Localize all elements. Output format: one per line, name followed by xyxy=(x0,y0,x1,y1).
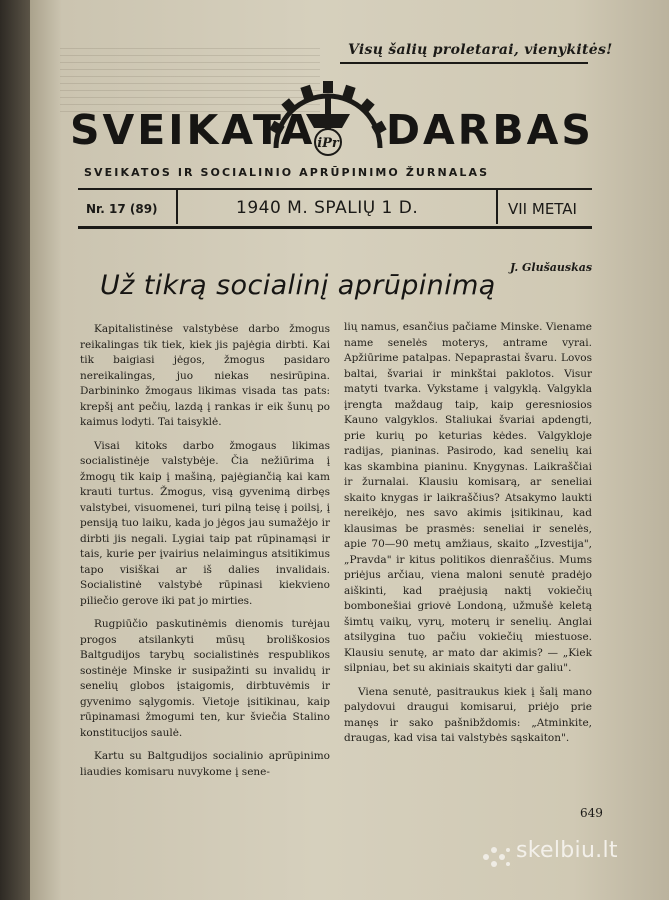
watermark-dots-icon xyxy=(482,844,512,870)
issue-number: Nr. 17 (89) xyxy=(86,202,158,216)
journal-subtitle: SVEIKATOS IR SOCIALINIO APRŪPINIMO ŽURNALAS xyxy=(84,166,490,179)
article-author: J. Glušauskas xyxy=(510,261,593,274)
header-top-rule xyxy=(78,188,592,190)
paragraph: Visai kitoks darbo žmogaus likimas socialistinėje valstybėje. Čia nežiūrima į žmogų tik kaip į mašiną, pajėgiančią kai kam krauti turtus. Žmogus, visą gyvenimą dirbęs valstybei, visuomenei, turi pilną teisę į poilsį, į pensiją tuo laiku, kada jo jėgos jau sumažėjo ir dirbti jis negali. Lygiai taip pat rūpinamąsi ir tais, kurie per įvairius nelaimingus atsitikimus tapo visiškai ar iš dalies invalidais. Socialistinė valstybė rūpinasi kiekvieno piliečio gerove iki pat jo mirties. xyxy=(80,439,330,607)
watermark-text: skelbiu.lt xyxy=(516,838,618,863)
article-column-left xyxy=(80,322,330,788)
volume-year: VII METAI xyxy=(508,200,577,218)
header-divider-1 xyxy=(176,190,178,224)
masthead-sveikata: SVEIKATA xyxy=(70,106,316,154)
paragraph: Kapitalistinėse valstybėse darbo žmogus reikalingas tik tiek, kiek jis pajėgia dirbti. Kai tik baigiasi jėgos, žmogus pasidaro nereikalingas, juo niekas nesirūpina. Darbininko žmogaus likimas visada tas pats: krepšį ant pečių, lazdą į rankas ir eik šunų po kaimus lodyti. Tai taisyklė. xyxy=(80,323,330,428)
motto-underline xyxy=(340,62,588,64)
header-bottom-rule xyxy=(78,226,592,229)
article-column-right xyxy=(344,320,592,755)
paragraph: Viena senutė, pasitraukus kiek į šalį mano palydovui draugui komisarui, priėjo prie manęs ir sako pašnibždomis: „Atminkite, draugas, kad visa tai valstybės sąskaiton". xyxy=(344,685,592,744)
masthead-darbas: DARBAS xyxy=(386,106,594,154)
article-title: Už tikrą socialinį aprūpinimą xyxy=(100,270,496,301)
paragraph: Rugpiūčio paskutinėmis dienomis turėjau progos atsilankyti mūsų broliškosios Baltgudijos tarybų socialistinės respublikos sostinėje Minske ir susipažinti su invalidų ir senelių globos įstaigomis, dirbtuvėmis ir gyvenimo sąlygomis. Vietoje įsitikinau, kaip rūpinamasi žmogumi ten, kur šviečia Stalino konstitucijos saulė. xyxy=(80,618,330,739)
page-number: 649 xyxy=(580,806,603,820)
header-divider-2 xyxy=(496,190,498,224)
emblem-letters: iPr xyxy=(317,136,339,151)
paragraph: lių namus, esančius pačiame Minske. Viename name senelės moterys, antrame vyrai. Apžiūrime patalpas. Nepaprastai švaru. Lovos baltai, švariai ir minkštai paklotos. Visur matyti tvarka. Vykstame į valgyklą. Valgykla įrengta maždaug taip, kaip geresniosios Kauno valgyklos. Staliukai švariai apdengti, prie kurių po keturias kėdes. Valgykloje radijas, pianinas. Pasirodo, kad senelių kai kas skambina pianinu. Knygynas. Laikraščiai ir žurnalai. Klausiu komisarą, ar seneliai skaito knygas ir laikraščius? Atsakymo laukti nereikėjo, nes savo akimis įsitikinau, kad klausimas be prasmės: seneliai ir senelės, apie 70—90 metų amžiaus, skaito „Izvestija", „Pravda" ir kitus politikos dienraščius. Mums priėjus arčiau, viena maloni senutė pradėjo aiškinti, kad praėjusią naktį vokiečių bombonešiai griovė Londoną, užmušė keletą šimtų vaikų, vyrų, moterų ir senelių. Anglai atsilygina tuo pačiu vokiečių miestuose. Klausiu senutę, ar mato dar akimis? — „Kiek silpniau, bet su akiniais skaityti dar galiu". xyxy=(344,321,592,674)
paragraph: Kartu su Baltgudijos socialinio aprūpinimo liaudies komisaru nuvykome į sene- xyxy=(80,750,330,778)
motto: Visų šalių proletarai, vienykitės! xyxy=(348,42,613,58)
issue-date: 1940 M. SPALIŲ 1 D. xyxy=(236,198,419,218)
